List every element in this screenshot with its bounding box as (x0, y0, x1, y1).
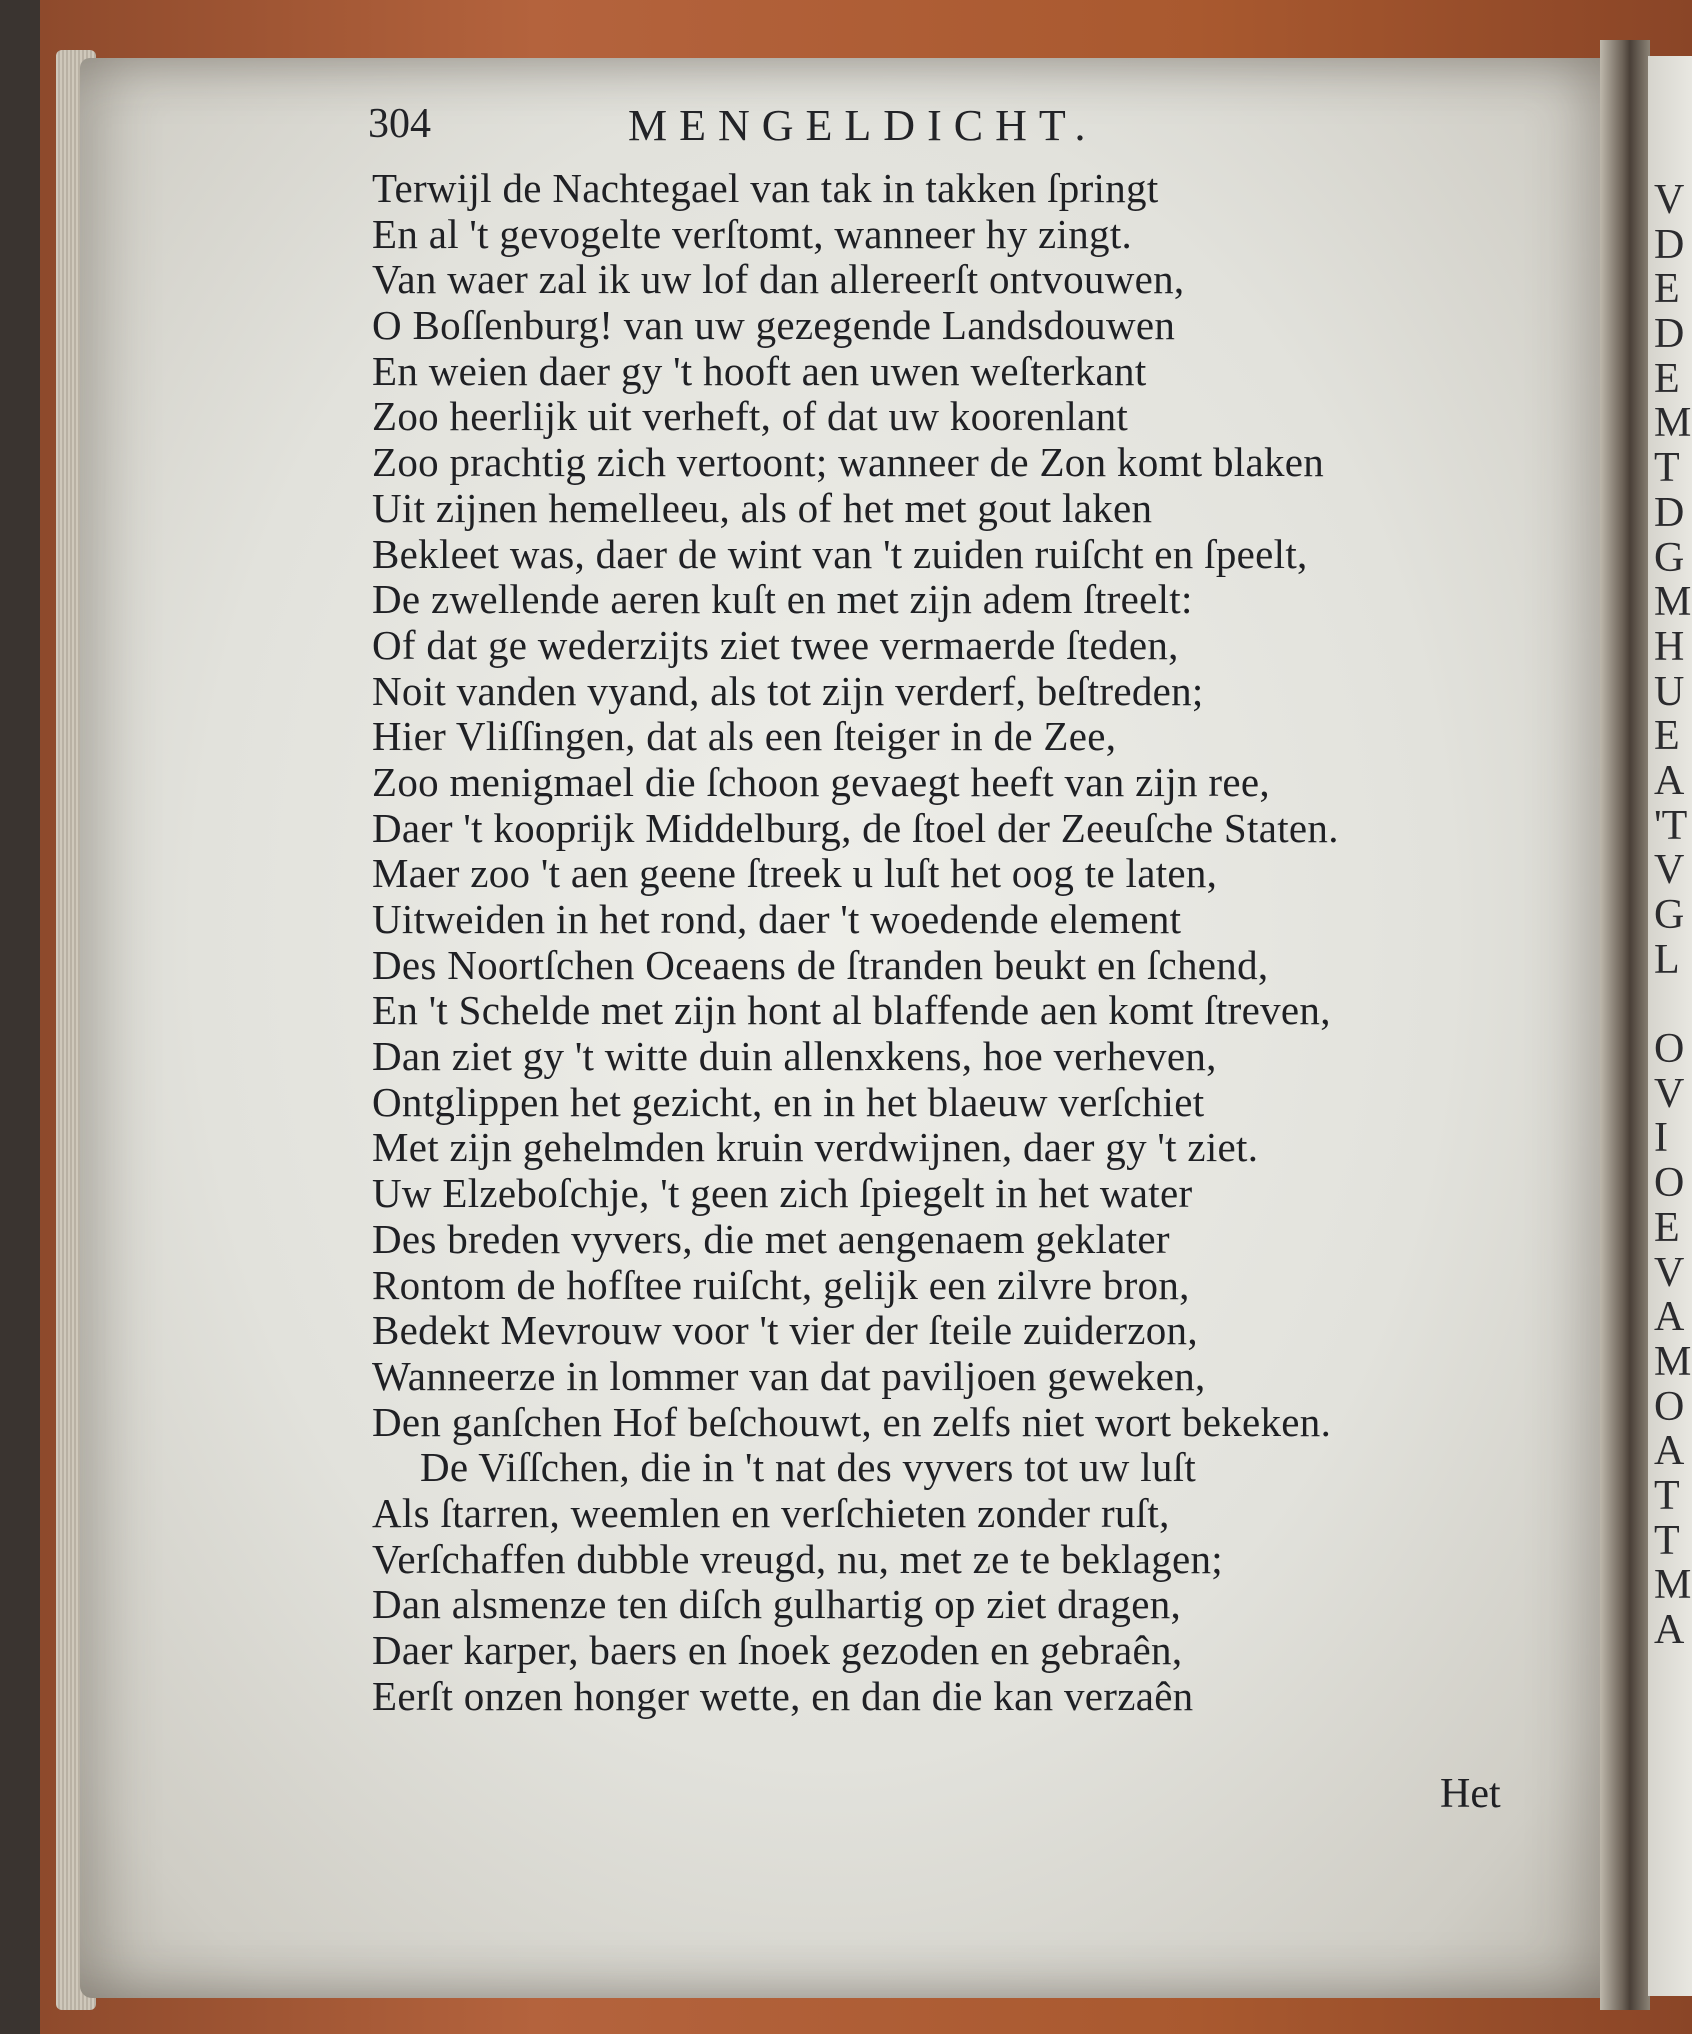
facing-page-letter: D (1654, 311, 1685, 358)
facing-page-letter: E (1654, 266, 1680, 313)
facing-page-letter: V (1654, 1070, 1685, 1117)
poem-line: Uitweiden in het rond, daer 't woedende element (372, 896, 1182, 942)
facing-page-letter: M (1654, 1338, 1692, 1385)
facing-page-letter: D (1654, 489, 1685, 536)
poem-line: Daer karper, baers en ſnoek gezoden en gebraên, (372, 1627, 1183, 1673)
poem-line: En al 't gevogelte verſtomt, wanneer hy zingt. (372, 210, 1133, 257)
poem-line: Den ganſchen Hof beſchouwt, en zelfs niet wort bekeken. (372, 1398, 1332, 1445)
facing-page-letter: V (1654, 1249, 1685, 1296)
running-title: MENGELDICHT. (628, 101, 1098, 150)
poem-line: Als ſtarren, weemlen en verſchieten zonder ruſt, (372, 1489, 1170, 1536)
facing-page-letter: E (1654, 713, 1680, 760)
poem-line: De zwellende aeren kuſt en met zijn adem ſtreelt: (372, 576, 1193, 623)
facing-page-letter: I (1654, 1115, 1668, 1162)
facing-page-letter: T (1654, 1517, 1680, 1564)
facing-page-letter: L (1654, 936, 1680, 983)
poem-line: Wanneerze in lommer van dat paviljoen geweken, (372, 1352, 1206, 1399)
poem-line: Dan ziet gy 't witte duin allenxkens, hoe verheven, (372, 1033, 1217, 1080)
poem-line: Uw Elzeboſchje, 't geen zich ſpiegelt in het water (372, 1170, 1193, 1217)
poem-line: Verſchaffen dubble vreugd, nu, met ze te beklagen; (372, 1535, 1223, 1582)
facing-page-letter: O (1654, 1160, 1685, 1207)
facing-page-letter: V (1654, 177, 1685, 223)
facing-page-letter: A (1654, 1428, 1685, 1475)
facing-page-letter: A (1654, 757, 1685, 804)
facing-page-letter: A (1654, 1607, 1685, 1653)
page-header (368, 100, 1268, 160)
poem-line: Dan alsmenze ten diſch gulhartig op ziet dragen, (372, 1581, 1182, 1628)
poem-line: Uit zijnen hemelleeu, als of het met gout laken (372, 484, 1153, 531)
facing-page-letter: T (1654, 445, 1680, 492)
poem-line: Terwijl de Nachtegael van tak in takken ſpringt (372, 165, 1159, 211)
facing-page-letter: H (1654, 623, 1685, 670)
facing-page-letter: U (1654, 668, 1685, 715)
poem-line: Bekleet was, daer de wint van 't zuiden ruiſcht en ſpeelt, (372, 530, 1308, 577)
facing-page-letter: E (1654, 355, 1680, 402)
poem-line: Met zijn gehelmden kruin verdwijnen, daer gy 't ziet. (372, 1124, 1259, 1171)
facing-page-edge (1648, 56, 1692, 1996)
facing-page-letter: G (1654, 534, 1685, 581)
poem-line: De Viſſchen, die in 't nat des vyvers tot uw luſt (420, 1444, 1197, 1491)
facing-page-letter: G (1654, 892, 1685, 938)
facing-page-letter: A (1654, 1294, 1685, 1341)
poem-line: Noit vanden vyand, als tot zijn verderf, beſtreden; (372, 667, 1204, 714)
facing-page-letter (1654, 982, 1691, 1027)
poem-line: En weien daer gy 't hooft aen uwen weſterkant (372, 347, 1147, 394)
facing-page-letter: E (1654, 1204, 1680, 1251)
poem-text (372, 166, 1552, 1719)
poem-line: Maer zoo 't aen geene ſtreek u luſt het oog te laten, (372, 850, 1218, 897)
facing-page-letter: M (1654, 1562, 1692, 1609)
page-number: 304 (368, 101, 431, 147)
facing-page-letter: V (1654, 847, 1685, 894)
poem-line: Daer 't kooprijk Middelburg, de ſtoel der Zeeuſche Staten. (372, 804, 1339, 851)
poem-line: O Boſſenburg! van uw gezegende Landsdouwen (372, 302, 1176, 349)
facing-page-letter: M (1654, 400, 1692, 447)
poem-line: Des Noortſchen Oceaens de ſtranden beukt en ſchend, (372, 941, 1269, 988)
facing-page-letter: O (1654, 1383, 1685, 1430)
poem-line: Bedekt Mevrouw voor 't vier der ſteile zuiderzon, (372, 1307, 1198, 1354)
facing-page-letter: T (1654, 1472, 1680, 1519)
poem-line: Ontglippen het gezicht, en in het blaeuw verſchiet (372, 1078, 1205, 1125)
facing-page-letter: O (1654, 1026, 1685, 1073)
poem-line: Of dat ge wederzijts ziet twee vermaerde ſteden, (372, 621, 1179, 668)
facing-page-letter: M (1654, 579, 1692, 626)
poem-line: Rontom de hofſtee ruiſcht, gelijk een zilvre bron, (372, 1261, 1190, 1308)
poem-line: Zoo heerlijk uit verheft, of dat uw koorenlant (372, 393, 1129, 440)
facing-page-letter: 'T (1654, 802, 1688, 849)
poem-line: En 't Schelde met zijn hont al blaffende aen komt ſtreven, (372, 987, 1331, 1034)
book-gutter (1600, 40, 1650, 2010)
poem-line: Hier Vliſſingen, dat als een ſteiger in de Zee, (372, 713, 1117, 760)
facing-page-letters (1654, 178, 1691, 1653)
poem-line: Van waer zal ik uw lof dan allereerſt ontvouwen, (372, 256, 1185, 303)
poem-line: Eerſt onzen honger wette, en dan die kan verzaên (372, 1672, 1194, 1719)
catchword: Het (1440, 1771, 1501, 1817)
poem-line: Zoo prachtig zich vertoont; wanneer de Zon komt blaken (372, 439, 1325, 486)
poem-line: Des breden vyvers, die met aengenaem geklater (372, 1215, 1170, 1262)
poem-line: Zoo menigmael die ſchoon gevaegt heeft van zijn ree, (372, 758, 1270, 805)
facing-page-letter: D (1654, 221, 1685, 268)
